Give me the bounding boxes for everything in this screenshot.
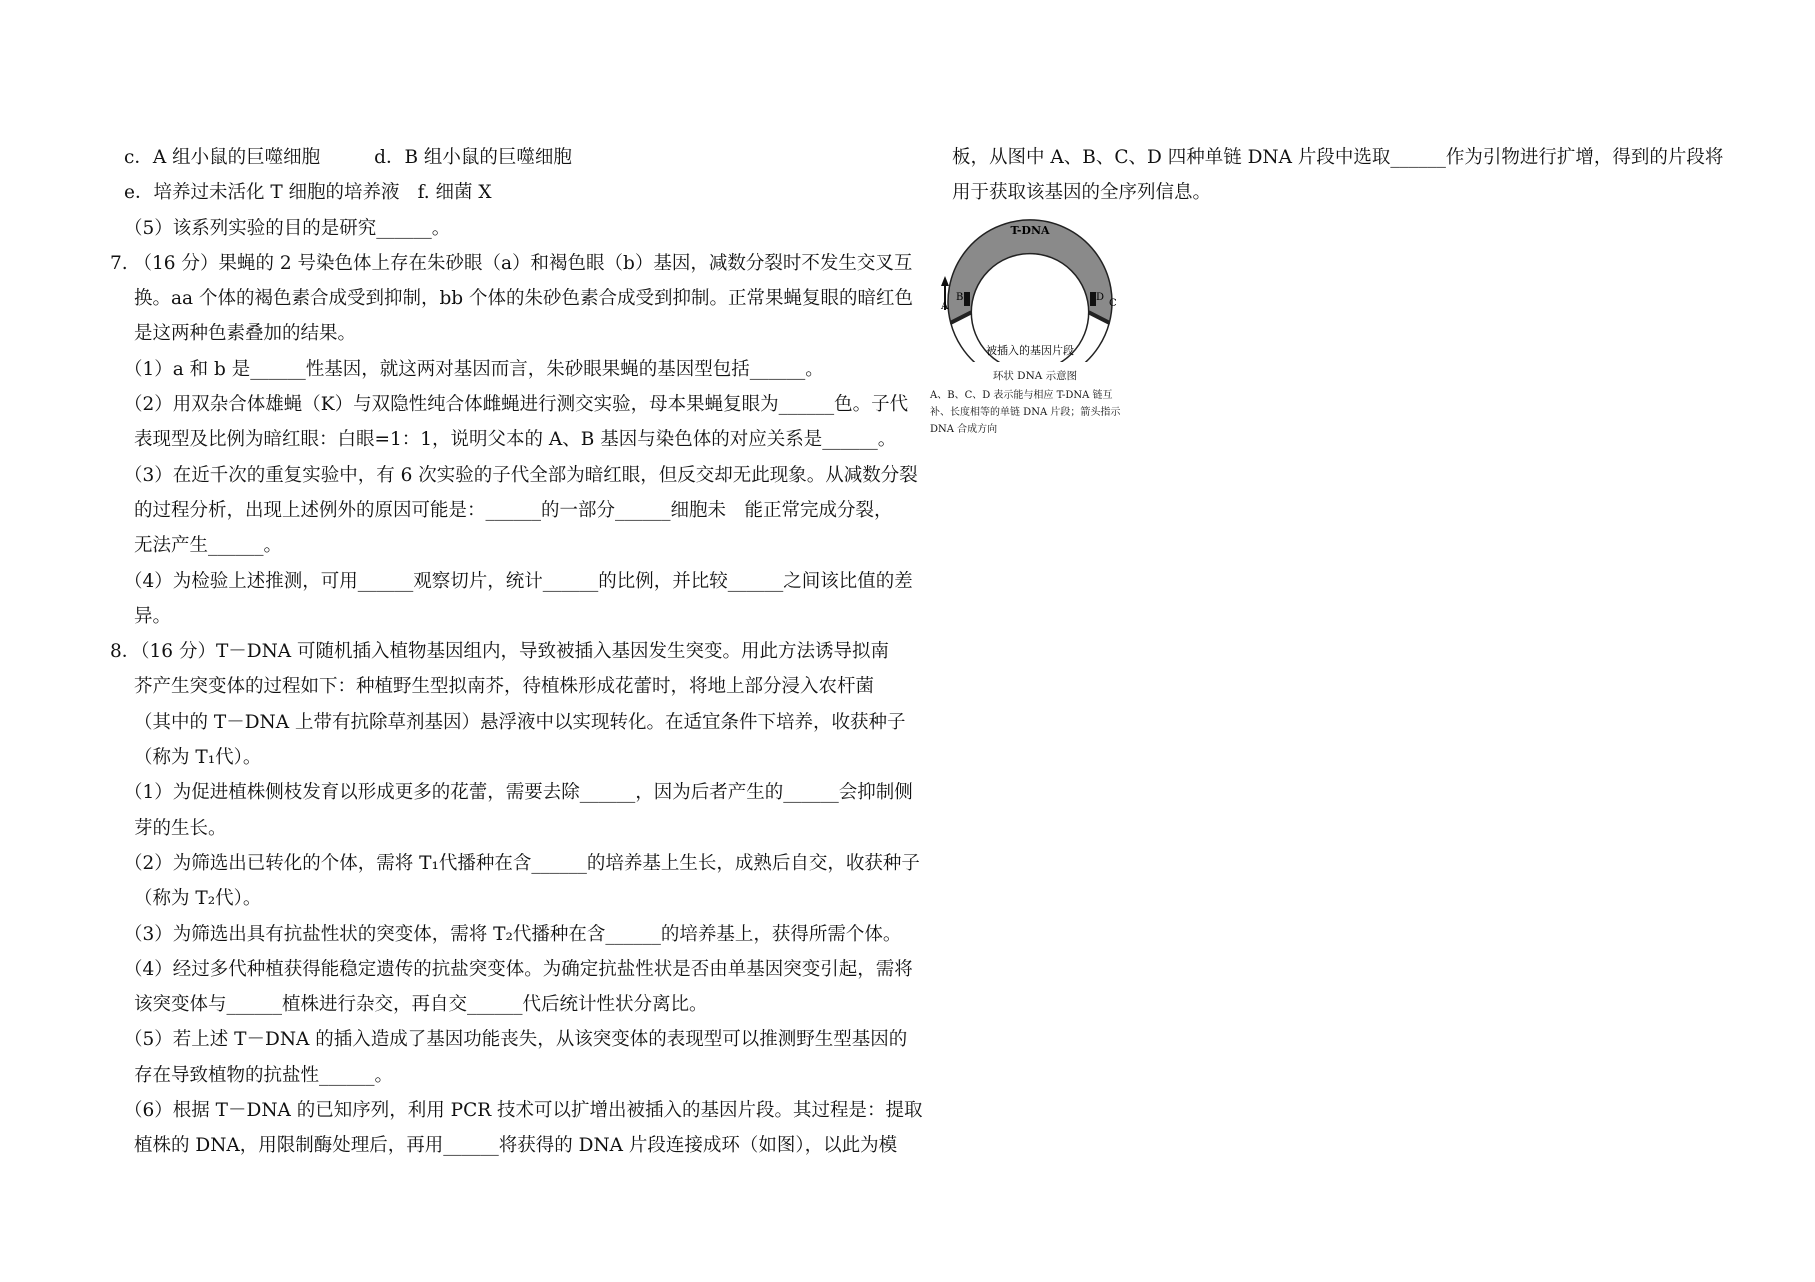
sub-question-cont: 无法产生______。 [134, 535, 283, 557]
sub-question: （5）该系列实验的目的是研究______。 [124, 217, 451, 239]
option-line [110, 175, 910, 210]
sub-question-cont: 异。 [134, 605, 172, 627]
question-8-stem: （称为 T₁代）。 [134, 747, 262, 769]
option-line [110, 140, 910, 175]
sub-question-cont: 植株的 DNA，用限制酶处理后，再用______将获得的 DNA 片段连接成环（如图），以此为模 [134, 1135, 898, 1157]
question-7-stem: 换。aa 个体的褐色素合成受到抑制，bb 个体的朱砂色素合成受到抑制。正常果蝇复眼的暗红色 [134, 288, 914, 310]
sub-question-cont: 存在导致植物的抗盐性______。 [134, 1064, 394, 1086]
left-column [110, 140, 923, 1164]
sub-question: （4）经过多代种植获得能稳定遗传的抗盐突变体。为确定抗盐性状是否由单基因突变引起，需将 [124, 958, 913, 980]
sub-question-cont: 该突变体与______植株进行杂交，再自交______代后统计性状分离比。 [134, 994, 708, 1016]
sub-question: （2）为筛选出已转化的个体，需将 T₁代播种在含______的培养基上生长，成熟后自交，收获种子 [124, 852, 920, 874]
arrow-a-head-icon [941, 276, 949, 286]
sub-question: （2）用双杂合体雄蝇（K）与双隐性纯合体雌蝇进行测交实验，母本果蝇复眼为______色。子代 [124, 394, 909, 416]
sub-question: （3）为筛选出具有抗盐性状的突变体，需将 T₂代播种在含______的培养基上，获得所需个体。 [124, 923, 902, 945]
right-column [952, 140, 1722, 211]
question-8-cont: 用于获取该基因的全序列信息。 [952, 182, 1212, 204]
figure-note: A、B、C、D 表示能与相应 T-DNA 链互补、长度相等的单链 DNA 片段；箭头指示 DNA 合成方向 [930, 390, 1121, 435]
question-7-stem: 是这两种色素叠加的结果。 [134, 323, 357, 345]
circular-dna-figure [930, 212, 1140, 438]
label-d: D [1096, 292, 1105, 303]
sub-question: （4）为检验上述推测，可用______观察切片，统计______的比例，并比较______之间该比值的差 [124, 570, 913, 592]
option-f: f. 细菌 X [417, 182, 492, 204]
sub-question-cont: 芽的生长。 [134, 817, 227, 839]
circular-dna-diagram [930, 212, 1130, 362]
sub-question: （5）若上述 T－DNA 的插入造成了基因功能丧失，从该突变体的表现型可以推测野生型基因的 [124, 1029, 908, 1051]
question-8-stem: 8．（16 分）T－DNA 可随机插入植物基因组内，导致被插入基因发生突变。用此方法诱导拟南 [110, 641, 890, 663]
sub-question-cont: 的过程分析，出现上述例外的原因可能是：______的一部分______细胞未 能正常完成分裂， [134, 499, 893, 521]
question-8-stem: 芥产生突变体的过程如下：种植野生型拟南芥，待植株形成花蕾时，将地上部分浸入农杆菌 [134, 676, 875, 698]
label-c: C [1109, 298, 1117, 309]
ring-label: T-DNA [1010, 224, 1050, 237]
question-7-stem: 7. （16 分）果蝇的 2 号染色体上存在朱砂眼（a）和褐色眼（b）基因，减数分裂时不发生交叉互 [110, 252, 913, 274]
figure-caption: 环状 DNA 示意图 [992, 370, 1078, 382]
sub-question: （3）在近千次的重复实验中，有 6 次实验的子代全部为暗红眼，但反交却无此现象。从减数分裂 [124, 464, 918, 486]
option-d: d．B 组小鼠的巨噬细胞 [374, 147, 572, 168]
option-e: e．培养过未活化 T 细胞的培养液 [124, 182, 400, 204]
option-c: c．A 组小鼠的巨噬细胞 [124, 147, 321, 168]
fragment-b-mark [964, 292, 970, 306]
label-b: B [956, 292, 964, 303]
inner-label: 被插入的基因片段 [986, 344, 1074, 357]
question-8-cont: 板，从图中 A、B、C、D 四种单链 DNA 片段中选取______作为引物进行扩增，得到的片段将 [952, 147, 1724, 168]
sub-question: （1）为促进植株侧枝发育以形成更多的花蕾，需要去除______，因为后者产生的______会抑制侧 [124, 782, 913, 804]
label-a: A [941, 301, 949, 312]
sub-question: （1）a 和 b 是______性基因，就这两对基因而言，朱砂眼果蝇的基因型包括______。 [124, 358, 824, 380]
question-8-stem: （其中的 T－DNA 上带有抗除草剂基因）悬浮液中以实现转化。在适宜条件下培养，收获种子 [134, 711, 906, 733]
sub-question-cont: 表现型及比例为暗红眼：白眼=1：1，说明父本的 A、B 基因与染色体的对应关系是______。 [134, 429, 897, 451]
sub-question-cont: （称为 T₂代）。 [134, 888, 262, 910]
sub-question: （6）根据 T－DNA 的已知序列，利用 PCR 技术可以扩增出被插入的基因片段。其过程是：提取 [124, 1100, 923, 1122]
